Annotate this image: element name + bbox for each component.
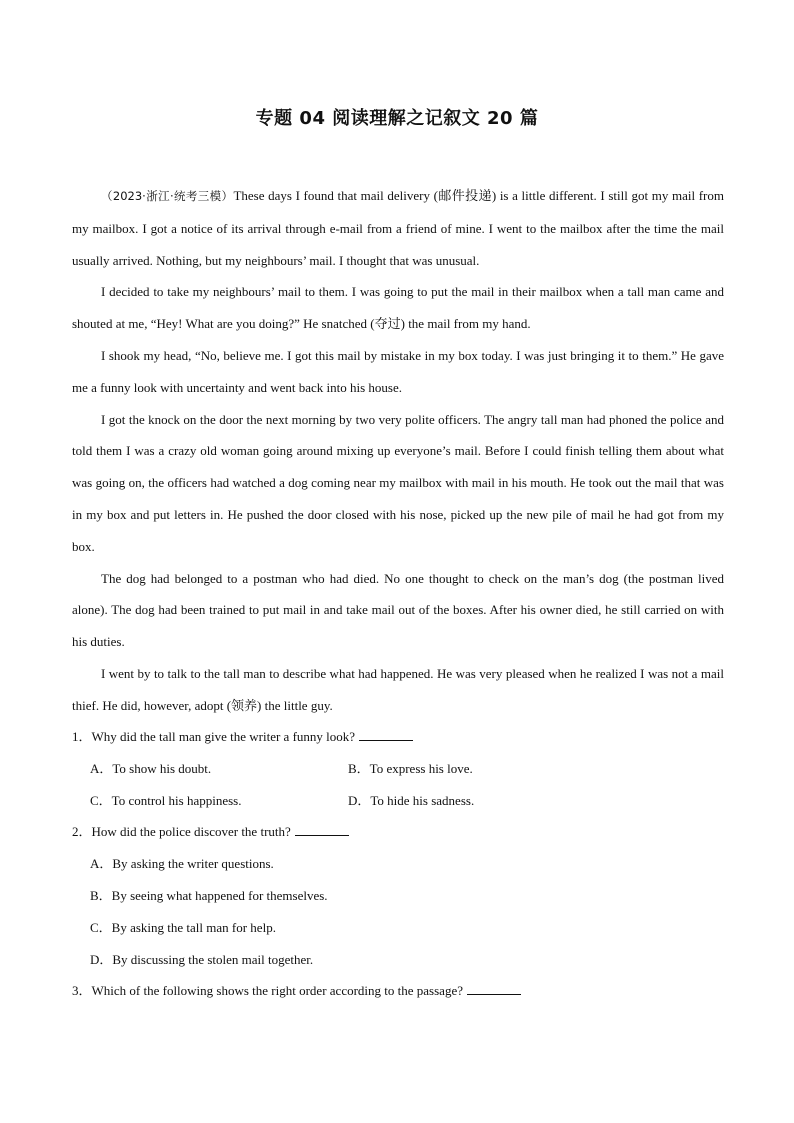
passage (72, 180, 724, 722)
option-b: B．To express his love. (348, 760, 473, 776)
question-list (72, 721, 724, 1007)
option-c: C．By asking the tall man for help. (90, 919, 276, 935)
answer-blank (295, 823, 349, 836)
option-a: A．To show his doubt. (90, 760, 212, 776)
source-label: （2023·浙江·统考三模） (101, 189, 234, 203)
option-b: B．By seeing what happened for themselves. (90, 887, 328, 903)
passage-paragraph-4: I got the knock on the door the next morning by two very polite officers. The angry tall man had phoned the police and told them I was a crazy old woman going around mixing up everyone’s mail. Before I could finish telling them about what was going on, the officers had watched a dog coming near my mailbox with mail in his mouth. He took out the mail that was in my box and put letters in. He pushed the door closed with his nose, picked up the new pile of mail he had got from my box. (72, 411, 724, 554)
question-3 (72, 975, 724, 1007)
question-stem: 3．Which of the following shows the right order according to the passage? (72, 983, 463, 999)
passage-paragraph-2: I decided to take my neighbours’ mail to them. I was going to put the mail in their mailbox when a tall man came and shouted at me, “Hey! What are you doing?” He snatched (夺过) the mail from my hand. (72, 284, 724, 332)
answer-blank (467, 982, 521, 995)
passage-paragraph-6: I went by to talk to the tall man to describe what had happened. He was very pleased when he realized I was not a mail thief. He did, however, adopt (领养) the little guy. (72, 665, 724, 713)
option-a: A．By asking the writer questions. (90, 856, 274, 872)
passage-paragraph-5: The dog had belonged to a postman who had died. No one thought to check on the man’s dog (the postman lived alone). The dog had been trained to put mail in and take mail out of the boxes. After his owner died, he still carried on with his duties. (72, 570, 724, 650)
option-d: D．To hide his sadness. (348, 792, 475, 808)
question-2 (72, 816, 724, 975)
question-stem: 2．How did the police discover the truth? (72, 824, 291, 840)
document-title: 专题 04 阅读理解之记叙文 20 篇 (255, 108, 539, 129)
passage-paragraph-3: I shook my head, “No, believe me. I got this mail by mistake in my box today. I was just bringing it to them.” He gave me a funny look with uncertainty and went back into his house. (72, 347, 724, 395)
passage-paragraph-1 (72, 180, 724, 276)
question-1 (72, 721, 724, 816)
option-c: C．To control his happiness. (90, 792, 242, 808)
option-d: D．By discussing the stolen mail together. (90, 951, 314, 967)
answer-blank (359, 728, 413, 741)
question-stem: 1．Why did the tall man give the writer a funny look? (72, 729, 356, 744)
paragraph-text: These days I found that mail delivery (邮件投递) is a little different. I still got my mail from my mailbox. I got a notice of its arrival through e-mail from a friend of mine. I went to the mailbox after the time the mail usually arrived. Nothing, but my neighbours’ mail. I thought that was unusual. (72, 188, 725, 268)
